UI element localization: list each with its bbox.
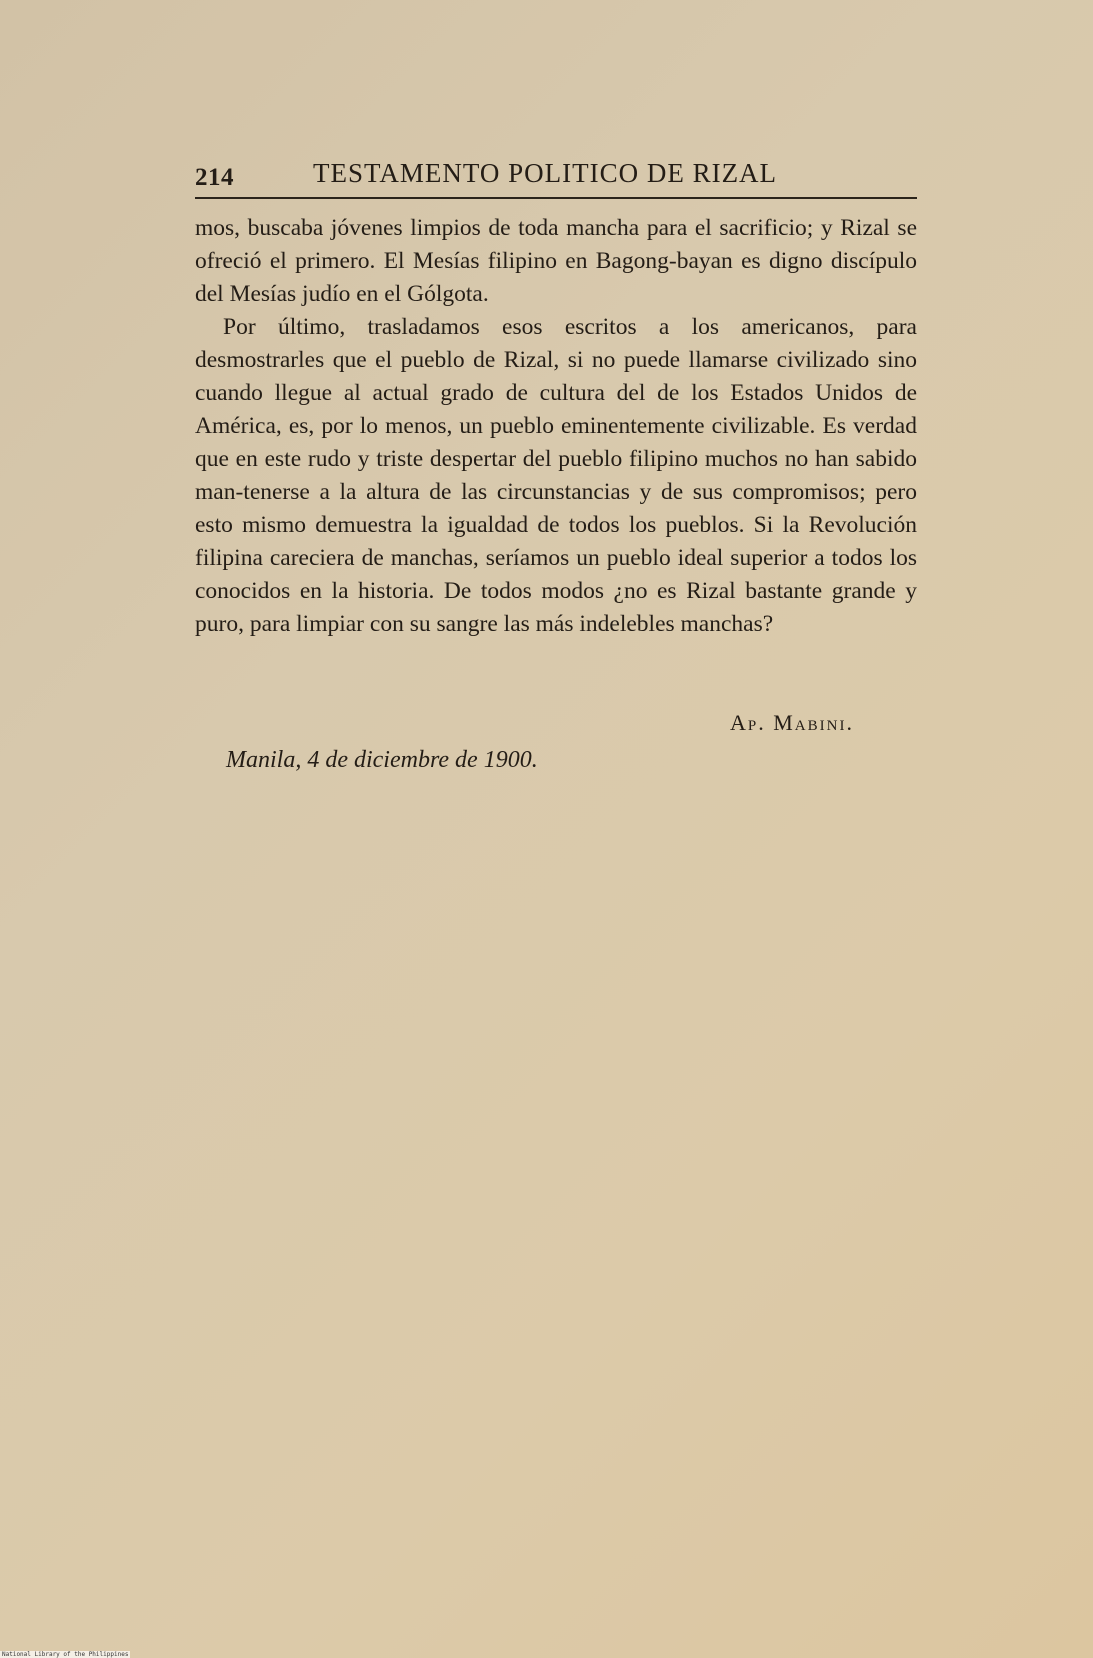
page-number: 214 <box>195 164 234 191</box>
header-rule <box>195 197 917 199</box>
page-header <box>195 150 917 194</box>
paragraph-continuation: mos, buscaba jóvenes limpios de toda mancha para el sacrificio; y Rizal se ofreció el primero. El Mesías filipino en Bagong-bayan es digno discípulo del Mesías judío en el Gólgota. <box>195 215 917 307</box>
author-signature: Ap. Mabini. <box>730 710 854 735</box>
dateline: Manila, 4 de diciembre de 1900. <box>226 747 538 773</box>
body-text <box>195 212 917 641</box>
library-credit: National Library of the Philippines <box>2 1651 129 1658</box>
running-title: TESTAMENTO POLITICO DE RIZAL <box>313 158 778 188</box>
paragraph: Por último, trasladamos esos escritos a los americanos, para desmostrarles que el pueblo de Rizal, si no puede llamarse civilizado sino cuando llegue al actual grado de cultura del de los Estados Unidos de América, es, por lo menos, un pueblo eminentemente civilizable. Es verdad que en este rudo y triste despertar del pueblo filipino muchos no han sabido man-tenerse a la altura de las circunstancias y de sus compromisos; pero esto mismo demuestra la igualdad de todos los pueblos. Si la Revolución filipina careciera de manchas, seríamos un pueblo ideal superior a todos los conocidos en la historia. De todos modos ¿no es Rizal bastante grande y puro, para limpiar con su sangre las más indelebles manchas? <box>195 314 917 637</box>
